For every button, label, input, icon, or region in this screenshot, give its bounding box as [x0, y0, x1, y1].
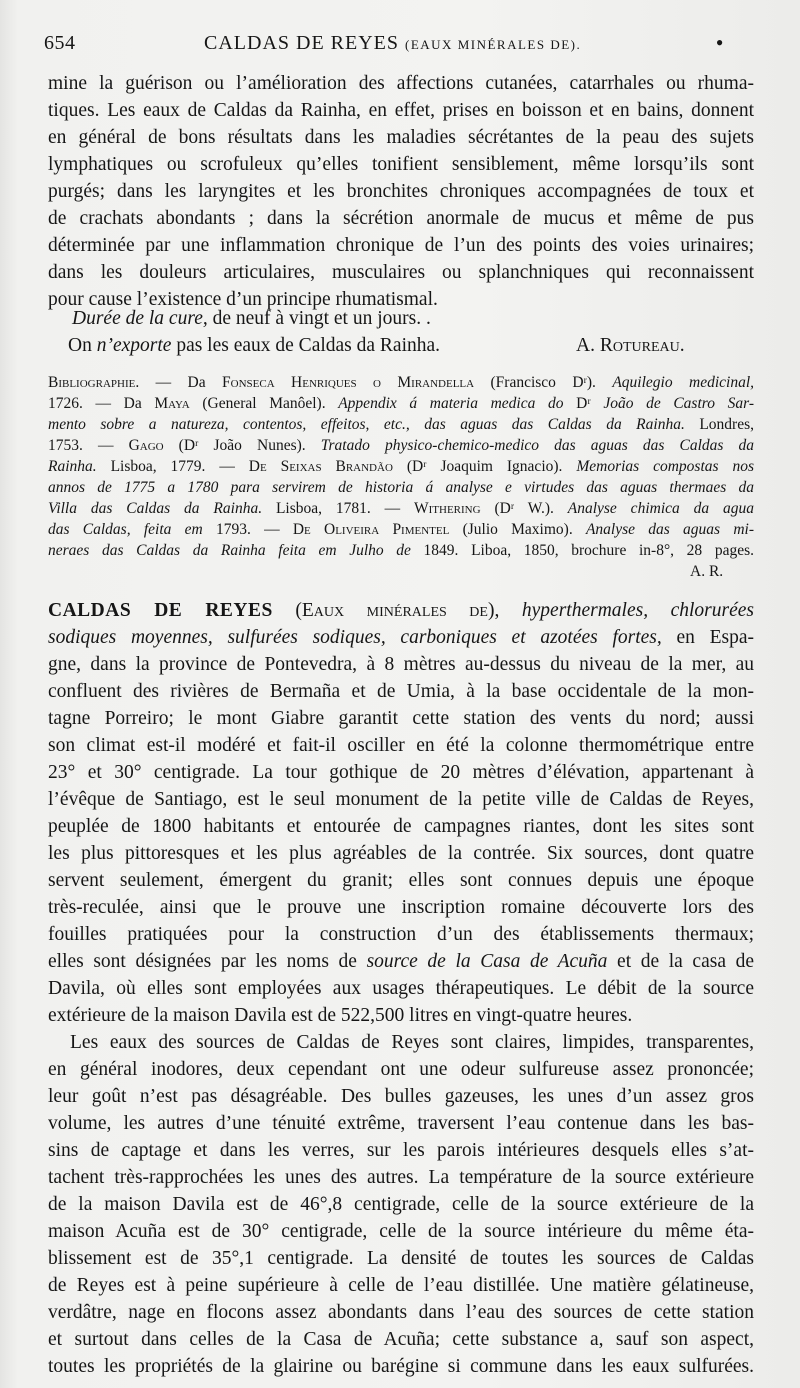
bib-text: (Dʳ W.). — [480, 500, 568, 517]
bib-title: annos de 1775 a 1780 para servirem de historia á analyse e virtudes das aguas thermaes da — [48, 479, 754, 496]
printer-mark: • — [715, 30, 724, 55]
paragraph-line: sins de captage et dans les verres, sur les parois intérieures desquels elles s’at- — [48, 1140, 754, 1161]
running-title-main: CALDAS DE REYES — [204, 32, 400, 54]
paragraph-line: de Reyes est à peine supérieure à celle de l’eau distillée. Une matière gélatineuse, — [48, 1275, 754, 1296]
bib-text: 1726. — Da — [48, 395, 155, 412]
text-line: déterminée par une inflammation chronique de l’un des points des voies urinaires; — [48, 235, 754, 256]
entry-line — [48, 624, 754, 651]
text-line: tiques. Les eaux de Caldas da Rainha, en effet, prises en boisson et en bains, donnent — [48, 100, 754, 121]
text-line: dans les douleurs articulaires, musculaires ou splanchniques qui reconnaissent — [48, 262, 754, 283]
entry-line: Davila, où elles sont employées aux usages thérapeutiques. Le débit de la source — [48, 978, 754, 999]
entry-line: 23° et 30° centigrade. La tour gothique de 20 mètres d’élévation, appartenant à — [48, 762, 754, 783]
paragraph-line: maison Acuña est de 30° centigrade, celle de la source intérieure du même éta- — [48, 1221, 754, 1242]
bibliography-line — [48, 414, 754, 435]
running-title — [204, 32, 581, 55]
text-line: de crachats abondants ; dans la sécrétion anormale de mucus et même de pus — [48, 208, 754, 229]
bib-title: Analyse das aguas mi- — [585, 521, 754, 538]
bib-text: 1793. — — [202, 521, 293, 538]
bib-title: Tratado physico-chemico-medico das aguas das Caldas da — [320, 437, 755, 454]
bib-title: Memorias compostas nos — [576, 458, 754, 475]
entry-classification: hyperthermales, chlorurées — [521, 600, 755, 621]
entry-headword: CALDAS DE REYES — [48, 600, 273, 621]
bib-author: De Seixas Brandão — [248, 458, 393, 475]
bibliography-line — [48, 540, 754, 561]
entry-line: l’évêque de Santiago, est le seul monument de la petite ville de Caldas de Reyes, — [48, 789, 754, 810]
entry-subtitle: Eaux minérales de — [301, 600, 488, 621]
text-line: pour cause l’existence d’un principe rhumatismal. — [48, 289, 438, 310]
bib-text: (Julio Maximo). — [449, 521, 586, 538]
source-name: source de la Casa de Acuña — [366, 951, 608, 972]
duration-label: Durée de la cure, — [72, 308, 208, 329]
bibliography-line — [48, 519, 754, 540]
entry-line: peuplée de 1800 habitants et entourée de campagnes riantes, dont les sites sont — [48, 816, 754, 837]
export-italic: n’exporte — [96, 335, 172, 356]
bib-author: Withering — [414, 500, 481, 517]
bibliography-line — [48, 477, 754, 498]
running-title-suffix: (EAUX MINÉRALES DE). — [405, 37, 582, 52]
entry-text: ), — [487, 600, 522, 621]
entry-line — [48, 597, 754, 624]
paragraph-line: Les eaux des sources de Caldas de Reyes sont claires, limpides, transparentes, — [70, 1032, 754, 1053]
bib-title: Rainha. — [48, 458, 97, 475]
bib-title: Analyse chimica da agua — [567, 500, 754, 517]
bib-title: João de Castro Sar- — [603, 395, 754, 412]
entry-classification: sodiques moyennes, sulfurées sodiques, carboniques et azotées fortes, — [48, 627, 662, 648]
entry-line: les plus pittoresques et les plus agréables de la contrée. Six sources, dont quatre — [48, 843, 754, 864]
bib-text: (Dʳ Joaquim Ignacio). — [392, 458, 577, 475]
bibliography-line — [48, 435, 754, 456]
bib-title: Villa das Caldas da Rainha. — [48, 500, 263, 517]
bib-text: 1753. — — [48, 437, 129, 454]
bib-text: 1849. Liboa, 1850, brochure in-8°, 28 pages. — [410, 542, 754, 559]
running-header — [44, 30, 764, 60]
entry-text: en Espa- — [661, 627, 754, 648]
paragraph-line: verdâtre, nage en flocons assez abondants dans l’eau des sources de cette station — [48, 1302, 754, 1323]
text-line: mine la guérison ou l’amélioration des affections cutanées, catarrhales ou rhuma- — [48, 73, 754, 94]
bibliography-initials: A. R. — [690, 563, 724, 580]
paragraph-line: volume, les autres d’une ténuité extrême, traversent l’eau contenue dans les bas- — [48, 1113, 754, 1134]
paragraph-line: en général inodores, deux cependant ont une odeur sulfureuse assez prononcée; — [48, 1059, 754, 1080]
bibliography-line — [48, 393, 754, 414]
entry-line: très-reculée, ainsi que le prouve une inscription romaine découverte lors des — [48, 897, 754, 918]
entry-line: son climat est-il modéré et fait-il osciller en été la colonne thermométrique entre — [48, 735, 754, 756]
bib-title: neraes das Caldas da Rainha feita em Julho de — [48, 542, 411, 559]
paragraph-line: de la maison Davila est de 46°,8 centigrade, celle de la source extérieure de la — [48, 1194, 754, 1215]
bib-text: (Dʳ João Nunes). — [163, 437, 321, 454]
bib-text: (Francisco Dʳ). — [474, 374, 613, 391]
bib-text: Londres, — [684, 416, 754, 433]
bibliography-line — [48, 456, 754, 477]
entry-line — [48, 948, 754, 975]
entry-line: gne, dans la province de Pontevedra, à 8 mètres au-dessus du niveau de la mer, au — [48, 654, 754, 675]
bib-author: Gago — [128, 437, 164, 454]
entry-line: extérieure de la maison Davila est de 522,500 litres en vingt-quatre heures. — [48, 1005, 633, 1026]
entry-line: fouilles pratiquées pour la construction d’un des établissements thermaux; — [48, 924, 754, 945]
bib-text: Dʳ — [563, 395, 604, 412]
author-initial: A. — [576, 335, 600, 356]
entry-line: servent seulement, émergent du granit; elles sont connues depuis une époque — [48, 870, 754, 891]
bib-text: Lisboa, 1779. — — [96, 458, 249, 475]
bibliography-line — [48, 498, 754, 519]
author-name: Rotureau. — [599, 335, 685, 356]
bib-author: Maya — [154, 395, 190, 412]
page-number: 654 — [44, 32, 76, 54]
author-signature — [576, 332, 756, 359]
bib-title: das Caldas, feita em — [48, 521, 203, 538]
duration-text: de neuf à vingt et un jours. . — [207, 308, 431, 329]
bib-author: De Oliveira Pimentel — [292, 521, 450, 538]
duration-line — [72, 305, 754, 332]
entry-line: confluent des rivières de Bermaña et de Umia, à la base occidentale de la mon- — [48, 681, 754, 702]
bib-text: Lisboa, 1781. — — [262, 500, 414, 517]
entry-text: ( — [272, 600, 302, 621]
entry-text: et de la casa de — [607, 951, 754, 972]
export-pre: On — [68, 335, 97, 356]
bib-text: (General Manôel). — [189, 395, 339, 412]
text-line: purgés; dans les laryngites et les bronchites chroniques accompagnées de toux et — [48, 181, 754, 202]
paragraph-line: et surtout dans celles de la Casa de Acuña; cette substance a, sauf son aspect, — [48, 1329, 754, 1350]
entry-line: tagne Porreiro; le mont Giabre garantit cette station des vents du nord; aussi — [48, 708, 754, 729]
entry-text: elles sont désignées par les noms de — [48, 951, 367, 972]
text-line: en général de bons résultats dans les maladies sécrétantes de la peau des sujets — [48, 127, 754, 148]
paragraph-line: leur goût n’est pas désagréable. Des bulles gazeuses, les unes d’un assez gros — [48, 1086, 754, 1107]
bibliography-label: Bibliographie. — [48, 374, 140, 391]
text-line: lymphatiques ou scrofuleux qu’elles tonifient sensiblement, même lorsqu’ils sont — [48, 154, 754, 175]
bib-author: Fonseca Henriques o Mirandella — [222, 374, 475, 391]
paragraph-line: blissement est de 35°,1 centigrade. La densité de toutes les sources de Caldas — [48, 1248, 754, 1269]
bib-title: Aquilegio medicinal, — [612, 374, 754, 391]
export-text: pas les eaux de Caldas da Rainha. — [171, 335, 441, 356]
bib-title: Appendix á materia medica do — [338, 395, 564, 412]
paragraph-line: tachent très-rapprochées les unes des autres. La température de la source extérieure — [48, 1167, 754, 1188]
bibliography-line — [48, 372, 754, 393]
paragraph-line: toutes les propriétés de la glairine ou barégine si commune dans les eaux sulfurées. — [48, 1356, 754, 1377]
bib-title: mento sobre a natureza, contentos, effeitos, etc., das aguas das Caldas da Rainha. — [48, 416, 685, 433]
bib-text: — Da — [139, 374, 223, 391]
